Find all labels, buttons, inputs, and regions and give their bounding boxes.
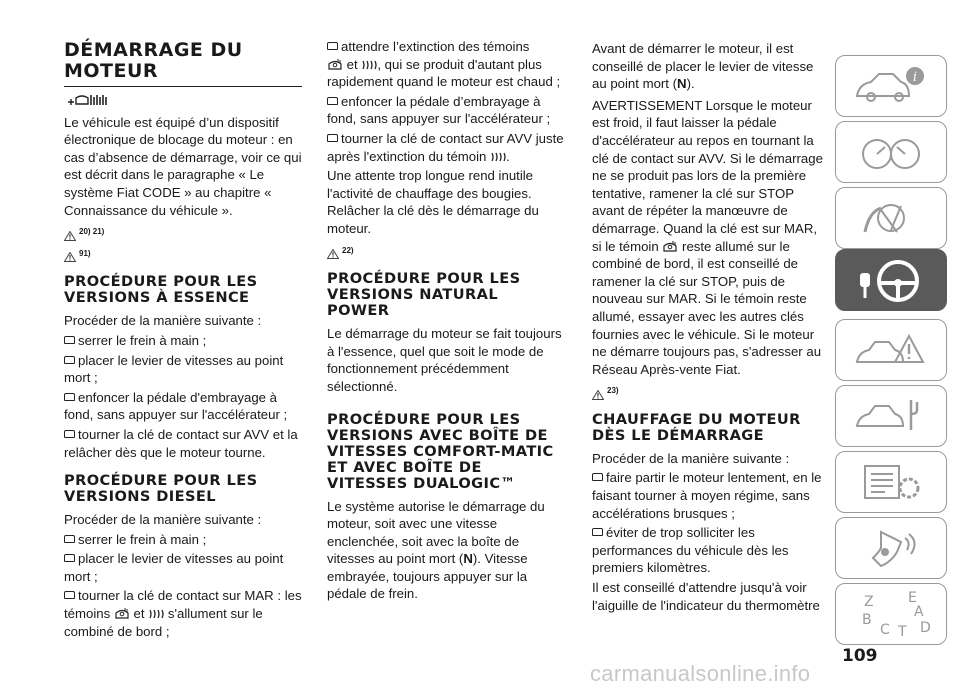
dashboard-icon [851,130,931,174]
list-item: serrer le frein à main ; [64,531,302,549]
warning-ref-text: 20) 21) [79,227,105,237]
heating-lead: Procéder de la manière suivante : [592,450,790,466]
warning-ref-text: 23) [607,386,619,396]
index-letter: Z [864,594,874,610]
diesel-heading: PROCÉDURE POUR LES VERSIONS DIESEL [64,472,258,506]
nav-tab-specs[interactable] [835,451,947,513]
list-item: enfoncer la pédale d'embrayage à fond, sans appuyer sur l'accélérateur ; [64,389,288,423]
warning-ref-1 [64,223,302,241]
diesel-lead: Procéder de la manière suivante : [64,512,262,528]
list-item: tourner la clé de contact sur AVV et la relâcher dès que le moteur tourne. [64,426,298,460]
bullet-icon [64,393,75,401]
glow-plug-icon [361,59,377,71]
list-item: éviter de trop solliciter les performances du véhicule dès les premiers kilomètres. [592,525,789,576]
media-icon [851,526,931,570]
index-letter: D [920,620,931,636]
warning-ref-text: 91) [79,248,91,258]
heating-heading: CHAUFFAGE DU MOTEUR DÈS LE DÉMARRAGE [592,410,801,444]
nav-tab-car-info[interactable] [835,55,947,117]
section-title: DÉMARRAGE DU MOTEUR [64,40,302,87]
warning-triangle-icon [64,252,76,262]
nav-tab-multimedia[interactable] [835,517,947,579]
list-item: enfoncer la pédale d’embrayage à fond, sans appuyer sur l'accélérateur ; [327,93,551,127]
warning-ref-4 [592,382,827,400]
heating-tail: Il est conseillé d'attendre jusqu'à voir l'aiguille de l'indicateur du thermomètre [592,580,820,613]
warning-ref-2 [64,245,302,263]
warning-triangle-icon [327,249,339,259]
page-number: 109 [842,646,878,666]
list-item: tourner la clé de contact sur MAR : les témoins et s'allument sur le combiné de bord ; [64,588,302,639]
watermark-text: carmanualsonline.info [590,661,811,686]
bullet-icon [327,97,338,105]
nav-tab-starting-driving[interactable] [835,249,947,311]
natural-power-text: Le démarrage du moteur se fait toujours à l'essence, quel que soit le mode de fonctionnement précédemment sélectionné. [327,326,562,394]
fiat-code-icon [66,93,302,112]
list-item: tourner la clé de contact sur AVV juste après l'extinction du témoin . [327,130,564,164]
glow-plug-icon [490,151,506,163]
glow-plug-note: Une attente trop longue rend inutile l'activité de chauffage des bougies. Relâcher la clé dès le démarrage du moteur. [327,168,539,236]
intro-paragraph: Le véhicule est équipé d’un dispositif électronique de blocage du moteur : en cas d’absence de démarrage, voir ce qui est décrit dans le paragraphe « Le système Fiat CODE » au chapitre « Connaissance du véhicule ». [64,114,302,218]
bullet-icon [592,528,603,536]
automatic-text: Le système autorise le démarrage du moteur, soit avec une vitesse enclenchée, soit avec la boîte de vitesses au point mort (N). Vitesse embrayée, toujours appuyer sur la pédale de frein. [327,498,545,602]
nav-tab-index[interactable] [835,583,947,645]
bullet-icon [64,430,75,438]
warning-ref-text: 22) [342,245,354,255]
bullet-icon [64,356,75,364]
svg-text:i: i [912,70,918,85]
bullet-icon [64,554,75,562]
list-item: placer le levier de vitesses au point mort ; [64,352,284,386]
index-icon [846,588,936,640]
immobilizer-lamp-icon [662,240,678,253]
bullet-icon [327,42,338,50]
warning-triangle-icon [64,231,76,241]
index-letter: C [880,622,890,638]
essence-heading: PROCÉDURE POUR LES VERSIONS À ESSENCE [64,273,258,307]
immobilizer-lamp-icon [114,607,130,620]
bullet-icon [64,591,75,599]
list-item: serrer le frein à main ; [64,332,302,350]
steering-key-icon [846,255,936,305]
warning-car-icon [851,328,931,372]
bullet-icon [327,134,338,142]
list-item: faire partir le moteur lentement, en le faisant tourner à moyen régime, sans accélérations brusques ; [592,470,822,521]
list-item: attendre l’extinction des témoins et , qui se produit d'autant plus rapidement quand le moteur est chaud ; [327,39,561,90]
automatic-heading: PROCÉDURE POUR LES VERSIONS AVEC BOÎTE DE VITESSES COMFORT-MATIC ET AVEC BOÎTE DE VITESSES DUALOGIC™ [327,410,554,492]
essence-lead: Procéder de la manière suivante : [64,313,262,329]
column-2 [327,38,565,605]
index-letter: B [862,612,872,628]
index-letter: E [908,590,917,606]
list-item: placer le levier de vitesses au point mort ; [64,551,284,584]
index-letter: A [914,604,924,620]
specs-icon [851,460,931,504]
natural-power-heading: PROCÉDURE POUR LES VERSIONS NATURAL POWER [327,270,521,320]
index-letter: T [898,624,907,640]
nav-tab-safety[interactable] [835,187,947,249]
service-icon [851,394,931,438]
warning-paragraph: AVERTISSEMENT Lorsque le moteur est froid, il faut laisser la pédale d'accélérateur au repos en tournant la clé de contact sur AVV. Si le démarrage ne se produit pas lors de la première tentative, ramener la clé sur STOP avant de répéter la manœuvre de démarrage. Quand la clé est sur MAR, si le témoin reste allumé sur le combiné de bord, il est conseillé de ramener la clé sur STOP, puis de nouveau sur MAR. Si le témoin reste allumé, essayer avec les autres clés fournies avec le véhicule. Si le moteur ne démarre toujours pas, s'adresser au Réseau Après-vente Fiat. [592,97,823,377]
column-3 [592,40,827,616]
warning-triangle-icon [592,390,604,400]
column-1 [64,40,302,642]
car-info-icon [851,64,931,108]
immobilizer-lamp-icon [327,58,343,71]
nav-tab-dashboard[interactable] [835,121,947,183]
warning-ref-3 [327,242,565,260]
nav-tab-emergency[interactable] [835,319,947,381]
bullet-icon [64,535,75,543]
glow-plug-icon [148,608,164,620]
bullet-icon [592,473,603,481]
nav-tab-service[interactable] [835,385,947,447]
neutral-advice: Avant de démarrer le moteur, il est conseillé de placer le levier de vitesse au point mort (N). [592,41,814,92]
bullet-icon [64,336,75,344]
safety-icon [851,196,931,240]
